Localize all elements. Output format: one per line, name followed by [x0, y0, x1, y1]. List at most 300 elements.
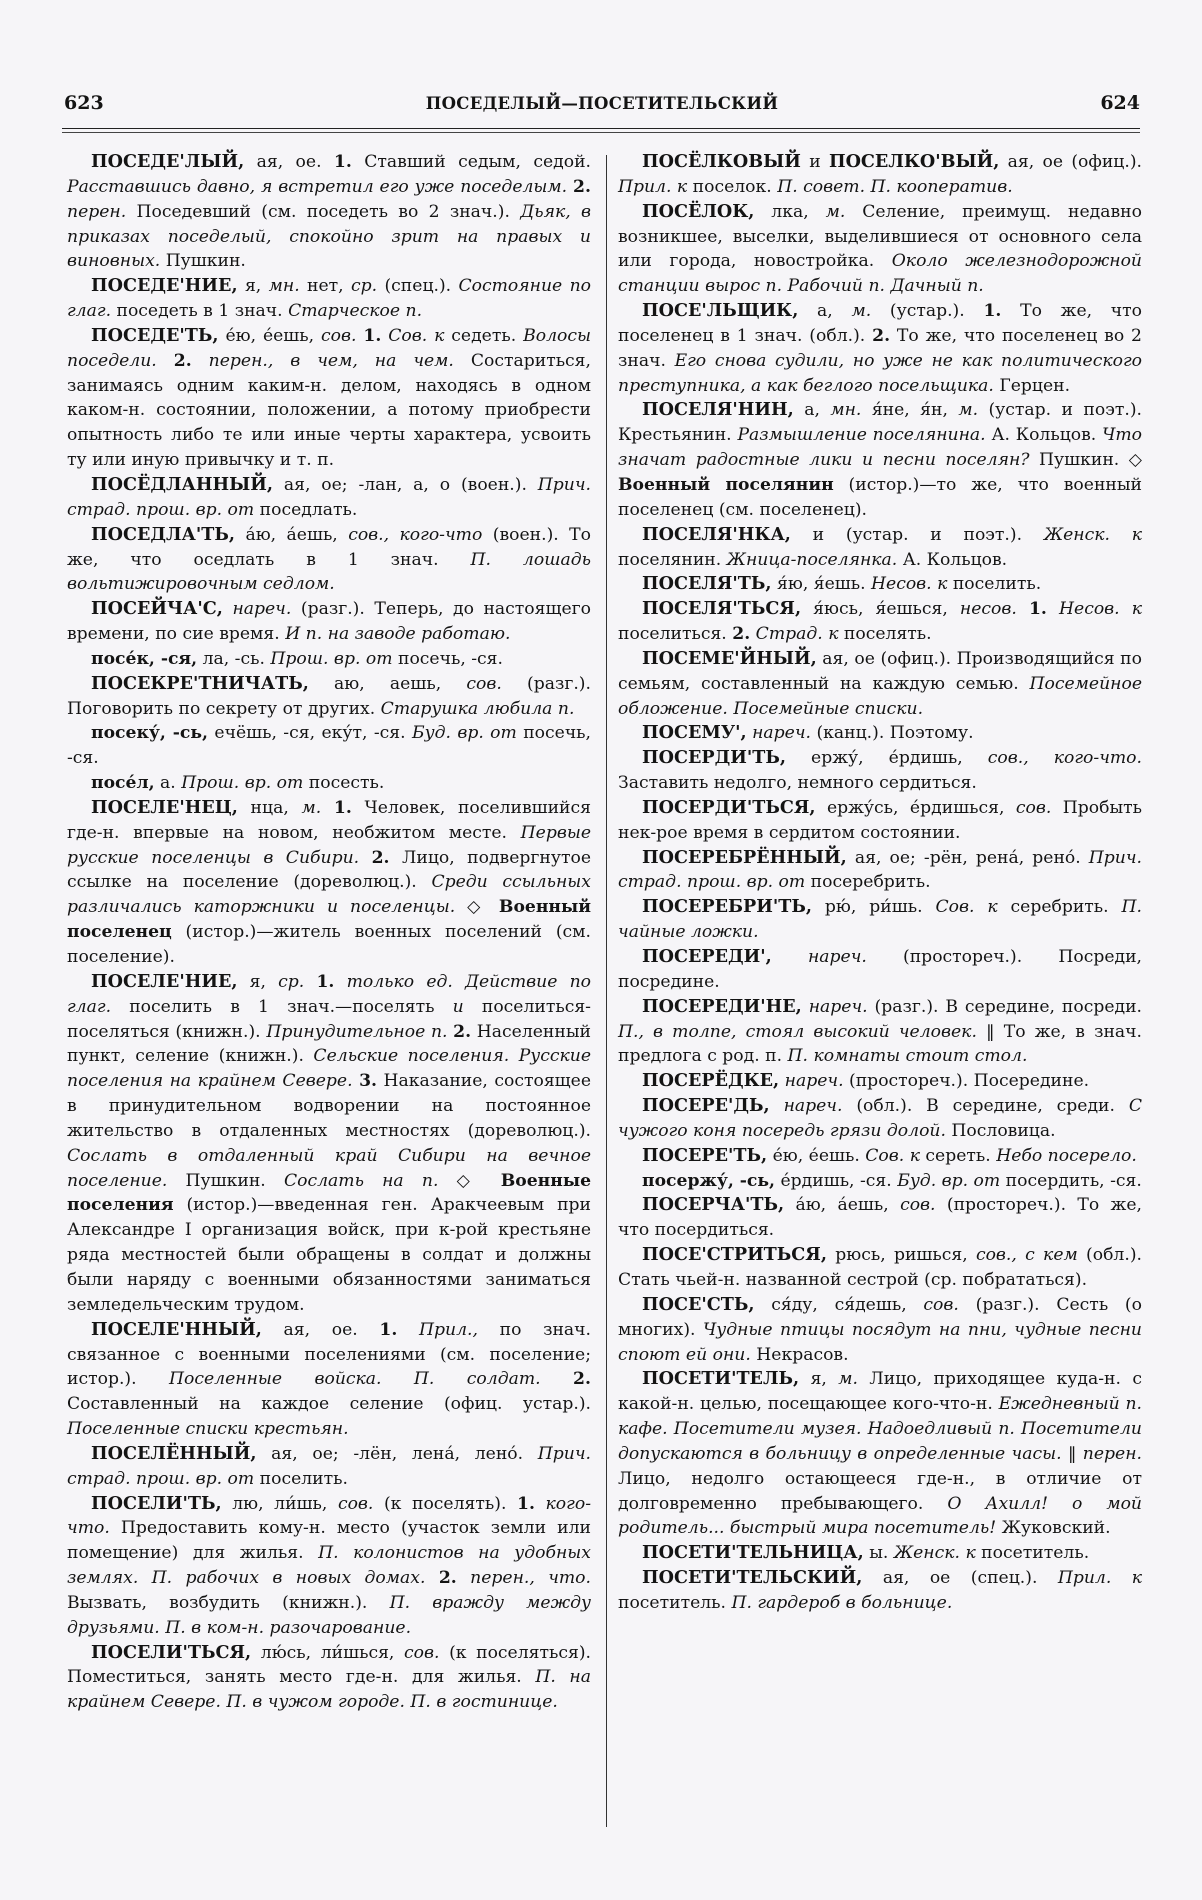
dictionary-entry [618, 523, 1142, 573]
italic-text: сов. [337, 1493, 374, 1514]
entry-text: поселить в 1 знач.—поселять [111, 996, 453, 1017]
italic-text: Сослать на п. [283, 1170, 439, 1191]
entry-text: Человек, поселившийся где-н. впервые на новом, необжитом месте. [67, 797, 591, 843]
dictionary-entry [67, 597, 591, 647]
entry-text: Пробыть нек-рое время в сердитом состоянии. [618, 797, 1142, 843]
entry-text: ая, ое. [244, 152, 334, 172]
entry-text: ая, ое; -лан, а, о (воен.). [273, 474, 538, 495]
bold-text: 2. [732, 624, 751, 645]
dictionary-entry [67, 796, 591, 970]
entry-text: я́не, я́н, [861, 400, 959, 421]
italic-text: сов. [321, 325, 357, 346]
bold-text: 2. [438, 1568, 457, 1589]
entry-text: (обл.). В середине, среди. [842, 1096, 1129, 1117]
italic-text: Размышление поселянина. [737, 425, 986, 446]
entry-text: ся́ду, ся́дешь, [754, 1294, 924, 1315]
italic-text: Страд. к [755, 624, 839, 645]
headword: ПОСЕТИ'ТЕЛЬНИЦА, [642, 1542, 864, 1564]
italic-text: Старушка любила п. [380, 698, 575, 719]
headword: ПОСЁДЛАННЫЙ, [91, 473, 274, 495]
dictionary-entry [618, 1541, 1142, 1566]
dictionary-entry [618, 150, 1142, 200]
italic-text: Дьяк, в приказах поседелый, спокойно зрит на правых и виновных. [67, 201, 592, 272]
entry-text: серебрить. [997, 897, 1122, 918]
entry-text: е́рдишь, -ся. [775, 1170, 898, 1191]
dictionary-entry [618, 895, 1142, 945]
entry-text: Лицо, подвергнутое ссылке на поселение (дореволюц.). [67, 847, 591, 893]
headword: ПОСЕРЕБРЁННЫЙ, [642, 846, 847, 868]
headword: ПОСЕЛЁННЫЙ, [91, 1442, 257, 1464]
italic-text: сов. [404, 1642, 440, 1663]
bold-text: посе́к, -ся, [91, 648, 198, 669]
headword: ПОСЕЛИ'ТЬ, [91, 1492, 222, 1514]
entry-text: А. Кольцов. [897, 549, 1008, 570]
headword: ПОСЕЛИ'ТЬСЯ, [91, 1641, 252, 1663]
italic-text: нареч. [232, 599, 292, 620]
italic-text: И п. на заводе работаю. [285, 624, 511, 645]
bold-text: 2. [573, 176, 591, 197]
italic-text: О Ахилл! о мой родитель... быстрый мира посетитель! [618, 1493, 1142, 1539]
headword: ПОСЕМЕ'ЙНЫЙ, [642, 647, 817, 669]
dictionary-entry [618, 1243, 1142, 1293]
entry-text [1017, 599, 1029, 619]
italic-text: Прич. страд. прош. вр. от [67, 1443, 591, 1489]
italic-text: Сов. к [865, 1145, 920, 1166]
headword: ПОСЕЛЯ'НКА, [642, 523, 791, 545]
headword: ПОСЕ'СТЬ, [642, 1293, 755, 1315]
headword: ПОСЕРЕ'ДЬ, [642, 1095, 770, 1117]
entry-text: поседлать. [254, 499, 358, 520]
entry-text: То же, что поселенец во 2 знач. [618, 325, 1142, 371]
italic-text: перен., в чем, на чем. [208, 350, 454, 371]
entry-text: рюсь, ришься, [826, 1245, 976, 1266]
dictionary-entry [67, 274, 591, 324]
italic-text: Сов. к [935, 897, 998, 918]
entry-text: (истор.)—то же, что военный поселенец (см. поселенец). [618, 474, 1143, 520]
italic-text: П. лошадь вольтижировочным седлом. [67, 549, 591, 595]
bold-text: посержу́, -сь, [642, 1170, 776, 1191]
italic-text: Поселенные войска. П. солдат. [169, 1369, 541, 1390]
dictionary-entry [67, 473, 591, 523]
entry-text: ла, -сь. [197, 648, 271, 669]
headword: ПОСЕРДИ'ТЬ, [642, 747, 786, 769]
dictionary-entry [618, 1367, 1142, 1541]
entry-text: ы. [863, 1543, 894, 1564]
italic-text: сов. [900, 1195, 936, 1216]
entry-text: Пушкин. [167, 1170, 284, 1191]
dictionary-entry [67, 1492, 591, 1641]
dictionary-entry [67, 150, 591, 274]
entry-text: а. [154, 773, 182, 794]
headword: ПОСЕДЕ'ЛЫЙ, [91, 151, 245, 172]
headword: ПОСЕДЕ'ТЬ, [91, 324, 219, 346]
entry-text: Селение, преимущ. недавно возникшее, выселки, выделившиеся от основного села или города, новостройка. [618, 201, 1142, 272]
bold-text: 3. [359, 1071, 378, 1092]
entry-text [425, 1568, 438, 1588]
italic-text: м. [301, 797, 322, 818]
headword: ПОСЕЛЯ'ТЬСЯ, [642, 598, 802, 620]
bold-text: 2. [371, 847, 390, 868]
entry-text: лю́сь, ли́шься, [251, 1642, 404, 1663]
entry-text: посердить, -ся. [1000, 1170, 1142, 1191]
headword: ПОСЕ'ЛЬЩИК, [642, 300, 799, 322]
bold-text: посеку́, -сь, [91, 723, 209, 744]
entry-text: То же, что поселенец в 1 знач. (обл.). [618, 301, 1143, 346]
entry-text: ◇ [438, 1170, 501, 1191]
bold-text: 2. [872, 325, 891, 346]
header-rule [62, 128, 1140, 129]
entry-text: я, [799, 1369, 839, 1390]
entry-text: посечь, -ся. [392, 648, 503, 669]
dictionary-entry [618, 995, 1142, 1070]
entry-text [541, 1369, 573, 1389]
dictionary-entry [618, 1293, 1142, 1368]
entry-text: е́ю, е́ешь, [218, 325, 321, 346]
entry-text: я, [237, 971, 279, 992]
entry-text: (разг.). Поговорить по секрету от других. [67, 673, 591, 719]
italic-text: перен. [1082, 1443, 1142, 1464]
italic-text: Первые русские поселенцы в Сибири. [67, 822, 591, 868]
italic-text: Буд. вр. от [411, 723, 517, 744]
headword: ПОСЕРЁДКЕ, [642, 1070, 780, 1092]
bold-text: Военный поселянин [618, 474, 834, 495]
italic-text: и [452, 996, 464, 1017]
headword: ПОСЕРЕБРИ'ТЬ, [642, 896, 813, 918]
entry-text [535, 1494, 546, 1514]
italic-text: Среди ссыльных различались каторжники и поселенцы. [67, 872, 591, 918]
entry-text: поселянин. [618, 549, 727, 570]
italic-text: сов., кого-что [348, 524, 483, 545]
dictionary-entry [67, 324, 591, 473]
italic-text: П. гардероб в больнице. [731, 1592, 953, 1613]
headword: ПОСЕЛЯ'НИН, [642, 399, 794, 421]
bold-text: 1. [363, 325, 382, 346]
italic-text: мн. [268, 276, 300, 297]
entry-text: а́ю, а́ешь, [235, 524, 349, 545]
italic-text: сов. [923, 1294, 959, 1315]
bold-text: посе́л, [91, 773, 155, 794]
entry-text: аю, аешь, [308, 673, 467, 694]
headword: ПОСЕЙЧА'С, [91, 598, 223, 620]
headword: ПОСЕЛЕ'ННЫЙ, [91, 1318, 262, 1340]
entry-text: (истор.)—введенная ген. Аракчеевым при Александре I организация войск, при к-рой крестьяне ряда местностей были обращены в солдат и должны были наряду с военными обязанностями заниматься земледельческим трудом. [67, 1195, 591, 1315]
italic-text: Волосы поседели. [67, 325, 591, 371]
entry-text: (разг.). В середине, посреди. [867, 996, 1143, 1017]
italic-text: Расставшись давно, я встретил его уже поседелым. [67, 176, 568, 197]
italic-text: сов., кого-что. [987, 748, 1142, 769]
dictionary-entry [618, 1566, 1142, 1616]
headword: ПОСЕЛЯ'ТЬ, [642, 573, 772, 595]
entry-text: а, [798, 301, 852, 322]
entry-text: и [800, 152, 829, 172]
italic-text: перен. [67, 201, 127, 222]
italic-text: Прил. к [1057, 1568, 1142, 1589]
italic-text: Посемейное обложение. Посемейные списки. [618, 673, 1142, 719]
entry-text: (воен.). То же, что оседлать в 1 знач. [67, 524, 591, 570]
entry-text: (истор.)—житель военных поселений (см. поселение). [67, 922, 591, 967]
entry-text: (устар. и поэт.). Крестьянин. [618, 400, 1142, 446]
bold-text: 1. [517, 1493, 535, 1514]
entry-text: посетитель. [618, 1592, 732, 1613]
dictionary-entry [618, 647, 1142, 722]
italic-text: ср. [351, 276, 378, 297]
dictionary-entry [618, 1144, 1142, 1169]
headword: ПОСЁЛОК, [642, 200, 755, 222]
italic-text: Принудительное п. [266, 1021, 448, 1042]
entry-text: Пушкин. [160, 251, 246, 272]
entry-text: ая, ое (спец.). [862, 1568, 1058, 1589]
headword: ПОСЕТИ'ТЕЛЬ, [642, 1368, 800, 1390]
entry-text: Лицо, приходящее куда-н. с какой-н. целью, посещающее кого-что-н. [618, 1369, 1142, 1415]
bold-text: 1. [1028, 599, 1047, 620]
entry-text: ержу́сь, е́рдишься, [815, 797, 1016, 818]
italic-text: Сов. к [388, 325, 445, 346]
entry-text: (простореч.). Посередине. [843, 1071, 1090, 1092]
headword: ПОСЕРЕДИ'НЕ, [642, 995, 802, 1017]
headword: ПОСЕРЕДИ', [642, 946, 772, 967]
italic-text: Буд. вр. от [897, 1170, 1001, 1191]
headword: ПОСЕЛЕ'НЕЦ, [91, 796, 238, 818]
headword: ПОСЕЛЕ'НИЕ, [91, 970, 238, 992]
entry-text: ‖ [1061, 1443, 1083, 1464]
entry-text: (простореч.). Посреди, посредине. [618, 947, 1142, 992]
italic-text: Поселенные списки крестьян. [67, 1419, 349, 1440]
italic-text: м. [825, 201, 846, 222]
dictionary-entry [618, 398, 1142, 522]
dictionary-entry [67, 1318, 591, 1442]
italic-text: ср. [278, 971, 305, 992]
entry-text: я́ю, я́ешь. [771, 574, 872, 595]
headword: ПОСЕРЧА'ТЬ, [642, 1194, 785, 1216]
dictionary-entry [618, 572, 1142, 597]
entry-text: (к поселяться). Поместиться, занять место где-н. для жилья. [67, 1642, 591, 1688]
entry-text: (к поселять). [373, 1493, 517, 1514]
header-rule-thin [62, 132, 1140, 133]
italic-text: Что значат радостные лики и песни поселян? [618, 425, 1142, 471]
running-head: ПОСЕДЕЛЫЙ—ПОСЕТИТЕЛЬСКИЙ [425, 94, 779, 113]
headword: ПОСЕРДИ'ТЬСЯ, [642, 796, 816, 818]
entry-text [457, 1568, 470, 1588]
entry-text: ‖ То же, в знач. предлога с род. п. [618, 1021, 1142, 1067]
italic-text: П. совет. П. кооператив. [777, 176, 1013, 197]
entry-text [334, 972, 346, 992]
right-column [618, 150, 1142, 1616]
entry-text: нца, [237, 797, 302, 818]
dictionary-entry [618, 721, 1142, 746]
italic-text: нареч. [807, 947, 867, 967]
page-header [64, 92, 1140, 122]
entry-text [223, 599, 233, 619]
headword: ПОСЕ'СТРИТЬСЯ, [642, 1244, 827, 1266]
entry-text: Некрасов. [750, 1344, 849, 1365]
entry-text: сереть. [919, 1145, 997, 1166]
entry-text: посечь, -ся. [67, 723, 592, 769]
italic-text: Небо посерело. [996, 1145, 1137, 1166]
italic-text: несов. [959, 599, 1017, 620]
column-divider [606, 155, 607, 1827]
entry-text: посетитель. [975, 1543, 1090, 1564]
dictionary-entry [618, 1169, 1142, 1194]
entry-text: ая, ое; -рён, рена́, рено́. [846, 847, 1089, 868]
dictionary-entry [618, 796, 1142, 846]
italic-text: м. [851, 301, 872, 322]
bold-text: 2. [573, 1369, 591, 1390]
entry-text: я́юсь, я́ешься, [801, 599, 960, 620]
entry-text: а́ю, а́ешь, [784, 1195, 901, 1216]
entry-text: посесть. [303, 773, 385, 794]
entry-text: а, [793, 400, 831, 421]
entry-text: седеть. [444, 325, 524, 346]
dictionary-entry [618, 1193, 1142, 1243]
dictionary-entry [618, 299, 1142, 398]
entry-text: ая, ое (офиц.). [999, 152, 1142, 172]
entry-text: Пушкин. ◇ [1029, 450, 1143, 471]
entry-text: по знач. связанное с военными поселениями (см. поселение; истор.). [67, 1319, 591, 1390]
italic-text: кого-что. [67, 1493, 591, 1539]
entry-text: Заставить недолго, немного сердиться. [618, 773, 977, 794]
entry-text: Населенный пункт, селение (книжн.). [67, 1021, 591, 1067]
dictionary-entry [618, 1094, 1142, 1144]
entry-text: А. Кольцов. [985, 425, 1103, 446]
italic-text: нареч. [808, 996, 868, 1017]
entry-text: Поседевший (см. поседеть во 2 знач.). [126, 201, 521, 222]
italic-text: Женск. к [1043, 524, 1143, 545]
entry-text [304, 972, 316, 992]
entry-text: нет, [299, 276, 352, 297]
entry-text [157, 351, 174, 371]
italic-text: сов., с кем [975, 1245, 1078, 1266]
entry-text [1047, 599, 1059, 619]
entry-text: Наказание, состоящее в принудительном водворении на постоянное жительство в отдаленных местностях (дореволюц.). [67, 1071, 591, 1141]
italic-text: Женск. к [893, 1543, 976, 1564]
italic-text: П. комнаты стоит стол. [787, 1046, 1028, 1067]
headword: ПОСЕЛКО'ВЫЙ, [828, 151, 1000, 172]
dictionary-entry [67, 771, 591, 796]
entry-text: (спец.). [377, 276, 459, 297]
italic-text: П. чайные ложки. [618, 897, 1142, 943]
dictionary-entry [618, 746, 1142, 796]
entry-text [192, 351, 209, 371]
entry-text: (простореч.). То же, что посердиться. [618, 1195, 1142, 1241]
italic-text: перен., что. [470, 1568, 591, 1589]
entry-text [770, 1096, 784, 1116]
entry-text: ечёшь, -ся, еку́т, -ся. [208, 723, 412, 744]
italic-text: Чудные птицы посядут на пни, чудные песни споют ей они. [618, 1319, 1142, 1365]
headword: ПОСЕРЕ'ТЬ, [642, 1144, 768, 1166]
italic-text: Прил. к [618, 176, 688, 197]
entry-text: Вызвать, возбудить (книжн.). [67, 1592, 390, 1613]
bold-text: Военный поселенец [67, 897, 591, 943]
left-column [67, 150, 591, 1715]
dictionary-entry [618, 846, 1142, 896]
dictionary-entry [67, 721, 591, 771]
entry-text: е́ю, е́ешь. [767, 1145, 866, 1166]
bold-text: 2. [453, 1021, 472, 1042]
entry-text [802, 997, 809, 1017]
entry-text: (разг.). Теперь, до настоящего времени, по сие время. [67, 599, 591, 645]
italic-text: Несов. к [1059, 599, 1142, 620]
italic-text: Старческое п. [288, 301, 423, 322]
italic-text: Прош. вр. от [181, 773, 304, 794]
italic-text: только ед. Действие по глаг. [67, 971, 592, 1017]
entry-text [359, 848, 371, 868]
italic-text: Прош. вр. от [270, 648, 393, 669]
entry-text: поселиться-поселяться (книжн.). [67, 996, 591, 1042]
dictionary-entry [618, 1069, 1142, 1094]
italic-text: Прич. страд. прош. вр. от [618, 847, 1142, 893]
bold-text: 2. [173, 350, 192, 371]
entry-text: (разг.). Сесть (о многих). [618, 1294, 1142, 1340]
italic-text: Ежедневный п. кафе. Посетители музея. Надоедливый п. Посетители допускаются в больницу в определенные часы. [618, 1394, 1142, 1464]
entry-text: поселить. [254, 1468, 348, 1489]
bold-text: 1. [316, 971, 335, 992]
entry-text: Состариться, занимаясь одним каким-н. делом, находясь в одном каком-н. состоянии, положении, а потому приобрести опытность либо те или иные черты характера, усвоить ту или иную привычку и т. п. [67, 350, 591, 471]
entry-text: Жуковский. [996, 1518, 1111, 1539]
entry-text: лка, [754, 201, 826, 222]
entry-text: Пословица. [945, 1120, 1056, 1141]
page-number-left: 623 [64, 92, 104, 114]
headword: ПОСЕМУ', [642, 722, 747, 744]
entry-text: поселить. [947, 574, 1042, 595]
italic-text: мн. [830, 400, 862, 421]
italic-text: нареч. [752, 723, 811, 744]
entry-text: ержу́, е́рдишь, [785, 748, 988, 769]
entry-text: ая, ое; -лён, лена́, лено́. [256, 1443, 538, 1464]
dictionary-entry [67, 647, 591, 672]
bold-text: 1. [983, 301, 1002, 322]
italic-text: П. колонистов на удобных землях. П. рабочих в новых домах. [67, 1543, 591, 1589]
entry-text: ая, ое. [261, 1319, 380, 1340]
italic-text: Несов. к [871, 574, 948, 595]
dictionary-entry [67, 970, 591, 1318]
italic-text: м. [958, 400, 979, 421]
dictionary-entry [67, 1442, 591, 1492]
dictionary-entry [67, 1641, 591, 1716]
entry-text: (канц.). Поэтому. [811, 723, 974, 744]
entry-text: ая, ое (офиц.). Производящийся по семьям, составленный на каждую семью. [618, 648, 1142, 694]
italic-text: сов. [1015, 797, 1052, 818]
italic-text: Около железнодорожной станции вырос п. Рабочий п. Дачный п. [618, 251, 1142, 297]
italic-text: С чужого коня посередь грязи долой. [618, 1096, 1142, 1141]
headword: ПОСЁЛКОВЫЙ [642, 151, 801, 172]
italic-text: Состояние по глаг. [67, 276, 591, 322]
headword: ПОСЕДЕ'НИЕ, [91, 275, 238, 297]
headword: ПОСЕКРЕ'ТНИЧАТЬ, [91, 672, 309, 694]
dictionary-entry [618, 597, 1142, 647]
entry-text: Предоставить кому-н. место (участок земли или помещение) для жилья. [67, 1518, 591, 1564]
bold-text: Военные поселения [67, 1170, 592, 1216]
italic-text: Сослать в отдаленный край Сибири на вечное поселение. [67, 1145, 591, 1191]
entry-text: я, [237, 276, 269, 297]
italic-text: м. [838, 1369, 858, 1390]
entry-text: (обл.). Стать чьей-н. названной сестрой (ср. побрататься). [618, 1245, 1142, 1290]
italic-text: нареч. [784, 1071, 844, 1092]
italic-text: Его снова судили, но уже не как политического преступника, а как беглого посельщика. [618, 350, 1142, 396]
italic-text: П. вражду между друзьями. П. в ком-н. разочарование. [67, 1592, 591, 1638]
bold-text: 1. [333, 797, 352, 818]
entry-text: лю, ли́шь, [221, 1493, 338, 1514]
headword: ПОСЕДЛА'ТЬ, [91, 523, 236, 545]
bold-text: 1. [333, 152, 352, 172]
page-number-right: 624 [1100, 92, 1140, 114]
entry-text [321, 798, 334, 818]
italic-text: сов. [466, 673, 502, 694]
headword: ПОСЕТИ'ТЕЛЬСКИЙ, [642, 1567, 863, 1589]
entry-text: Герцен. [993, 375, 1071, 396]
entry-text: поселять. [838, 624, 932, 645]
entry-text: (устар.). [871, 301, 984, 322]
entry-text [772, 947, 808, 967]
